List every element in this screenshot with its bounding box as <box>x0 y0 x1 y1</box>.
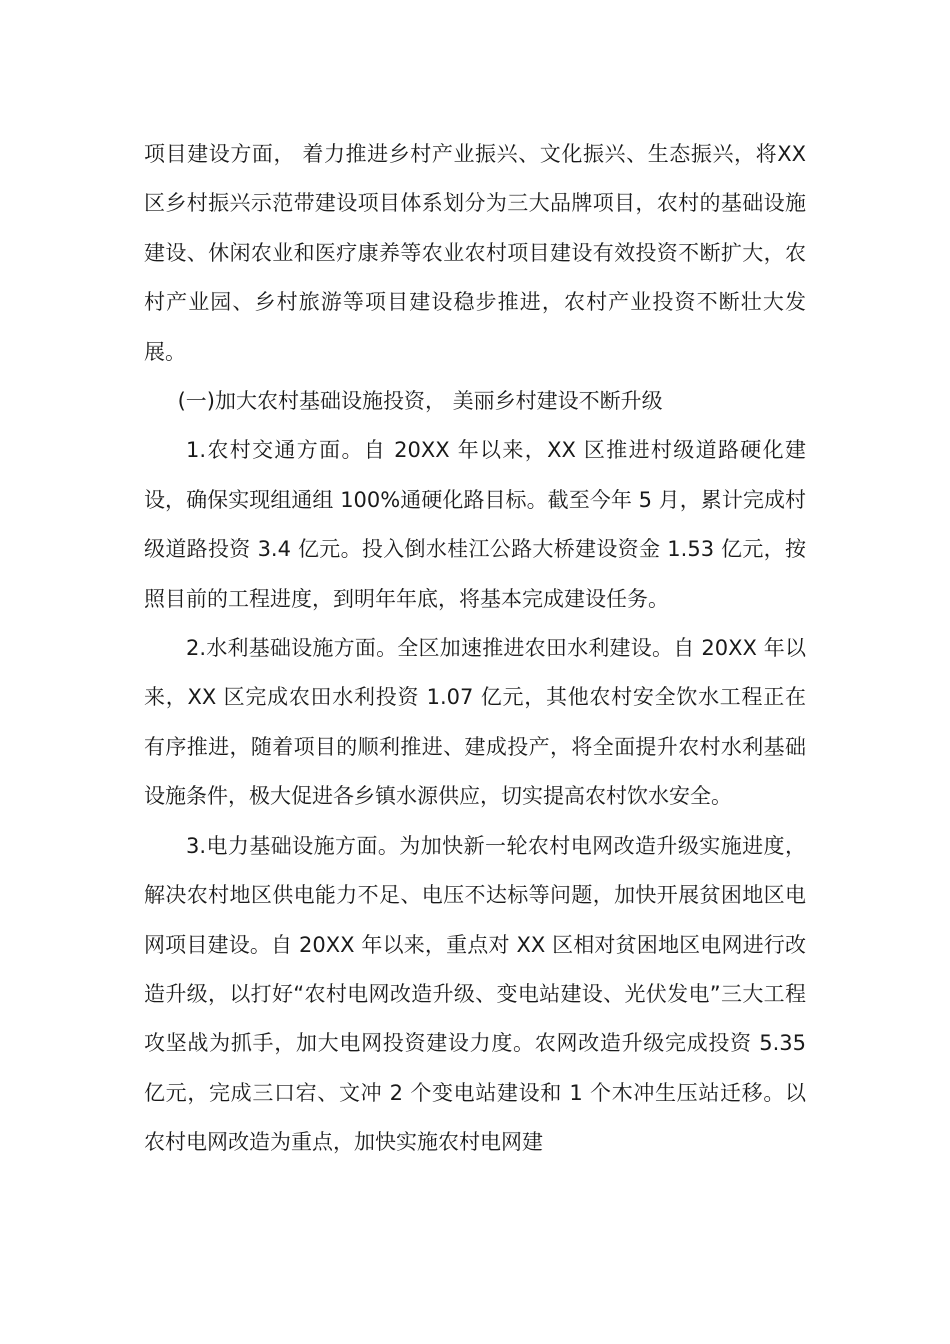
section-heading: (一)加大农村基础设施投资， 美丽乡村建设不断升级 <box>177 389 663 414</box>
paragraph-transport: 1.农村交通方面。自 20XX 年以来，XX 区推进村级道路硬化建设，确保实现组通组 100%通硬化路目标。截至今年 5 月，累计完成村级道路投资 3.4 亿元。投入倒水桂江公路大桥建设资金 1.53 亿元，按照目前的工程进度，到明年年底，将基本完成建设任务。 <box>144 438 806 611</box>
paragraph-intro: 项目建设方面， 着力推进乡村产业振兴、文化振兴、生态振兴，将XX区乡村振兴示范带建设项目体系划分为三大品牌项目，农村的基础设施建设、休闲农业和医疗康养等农业农村项目建设有效投资不断扩大，农村产业园、乡村旅游等项目建设稳步推进，农村产业投资不断壮大发展。 <box>144 142 806 364</box>
document-body <box>144 130 806 1168</box>
paragraph-water: 2.水利基础设施方面。全区加速推进农田水利建设。自 20XX 年以来，XX 区完成农田水利投资 1.07 亿元，其他农村安全饮水工程正在有序推进，随着项目的顺利推进、建成投产，将全面提升农村水利基础设施条件，极大促进各乡镇水源供应，切实提高农村饮水安全。 <box>144 636 806 809</box>
paragraph-power: 3.电力基础设施方面。为加快新一轮农村电网改造升级实施进度，解决农村地区供电能力不足、电压不达标等问题，加快开展贫困地区电网项目建设。自 20XX 年以来，重点对 XX 区相对贫困地区电网进行改造升级，以打好“农村电网改造升级、变电站建设、光伏发电”三大工程攻坚战为抓手，加大电网投资建设力度。农网改造升级完成投资 5.35 亿元，完成三口宕、文冲 2 个变电站建设和 1 个木冲生压站迁移。以农村电网改造为重点，加快实施农村电网建 <box>144 833 806 1155</box>
